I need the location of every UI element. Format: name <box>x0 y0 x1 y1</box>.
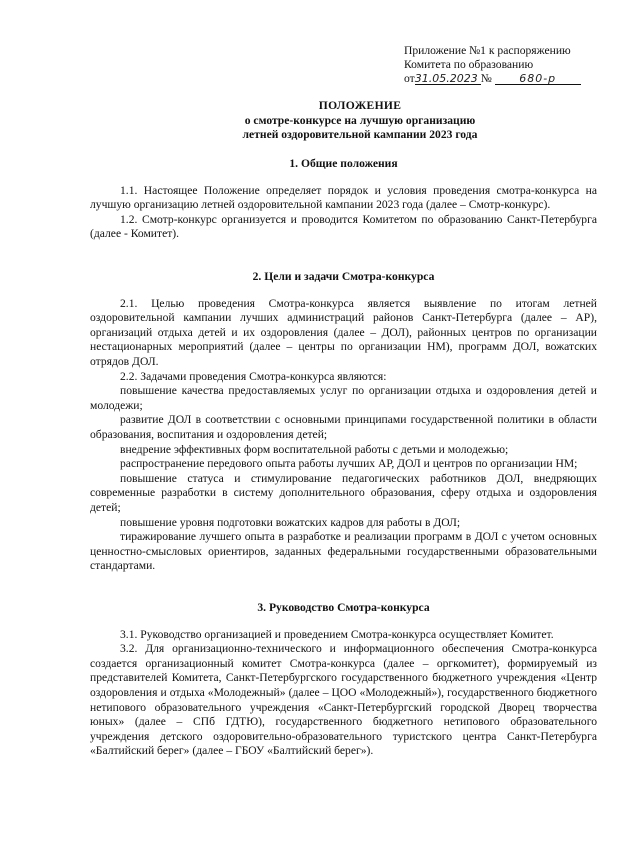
annex-block <box>404 44 614 86</box>
annex-line-1: Приложение №1 к распоряжению <box>404 44 571 57</box>
paragraph-3-1: 3.1. Руководство организацией и проведением Смотра-конкурса осуществляет Комитет. <box>120 627 554 641</box>
task-item: тиражирование лучшего опыта в разработке и реализации программ в ДОЛ с учетом основных ценностно-смысловых ориентиров, заданных федеральными государственными образовательными стандартами. <box>90 530 597 573</box>
task-item: развитие ДОЛ в соответствии с основными принципами государственной политики в области образования, воспитания и оздоровления детей; <box>90 413 597 441</box>
title-line-1: ПОЛОЖЕНИЕ <box>318 99 402 112</box>
task-item: внедрение эффективных форм воспитательной работы с детьми и молодежью; <box>120 442 509 456</box>
task-item: повышение уровня подготовки вожатских кадров для работы в ДОЛ; <box>120 515 461 529</box>
paragraph-3-2: 3.2. Для организационно-технического и информационного обеспечения Смотра-конкурса создается организационный комитет Смотра-конкурса (далее – оргкомитет), формируемый из представителей Комитета, Санкт-Петербургского государственного бюджетного учреждения «Центр оздоровления и отдыха «Молодежный» (далее – ЦОО «Молодежный»), государственного бюджетного нетипового образовательного учреждения «Санкт-Петербургский городской Дворец творчества юных» (далее – СПб ГДТЮ), государственного бюджетного нетипового образовательного учреждения детского оздоровительно-образовательного туристского центра Санкт-Петербурга «Балтийский берег» (далее – ГБОУ «Балтийский берег»). <box>90 642 597 758</box>
paragraph-1-2: 1.2. Смотр-конкурс организуется и проводится Комитетом по образованию Санкт-Петербурга (далее - Комитет). <box>90 212 597 241</box>
section-3 <box>90 601 597 759</box>
date-handwritten: 31.05.2023 <box>414 72 478 85</box>
task-item: повышение статуса и стимулирование педагогических работников ДОЛ, внедряющих современные разработки в систему дополнительного образования, сферу отдыха и оздоровления детей; <box>90 471 597 514</box>
section-1-heading: 1. Общие положения <box>289 157 398 170</box>
annex-line-2: Комитета по образованию <box>404 58 534 71</box>
title-line-3: летней оздоровительной кампании 2023 года <box>242 128 478 142</box>
task-item: распространение передового опыта работы лучших АР, ДОЛ и центров по организации НМ; <box>120 457 578 471</box>
section-3-heading: 3. Руководство Смотра-конкурса <box>257 601 430 614</box>
date-prefix: от <box>404 72 415 85</box>
title-line-2: о смотре-конкурсе на лучшую организацию <box>244 113 476 127</box>
section-2-heading: 2. Цели и задачи Смотра-конкурса <box>252 270 435 283</box>
paragraph-2-2: 2.2. Задачами проведения Смотра-конкурса являются: <box>120 369 387 383</box>
document-title <box>90 99 630 143</box>
annex-date-number-line <box>404 72 614 86</box>
date-field <box>415 72 481 85</box>
section-2 <box>90 270 597 574</box>
paragraph-1-1: 1.1. Настоящее Положение определяет порядок и условия проведения смотра-конкурса на лучшую организацию летней оздоровительной кампании 2023 года (далее – Смотр-конкурс). <box>90 183 597 212</box>
task-item: повышение качества предоставляемых услуг по организации отдыха и оздоровления детей и молодежи; <box>90 384 597 412</box>
number-handwritten: 680-р <box>519 72 557 85</box>
number-prefix: № <box>480 72 492 85</box>
section-1 <box>90 157 597 242</box>
paragraph-2-1: 2.1. Целью проведения Смотра-конкурса является выявление по итогам летней оздоровительной кампании лучших администраций районов Санкт-Петербурга (далее – АР), организаций отдыха детей и их оздоровления (далее – ДОЛ), районных центров по организации нестационарных мероприятий (далее – центры по организации НМ), программ ДОЛ, вожатских отрядов ДОЛ. <box>90 296 597 368</box>
number-field <box>495 72 581 85</box>
